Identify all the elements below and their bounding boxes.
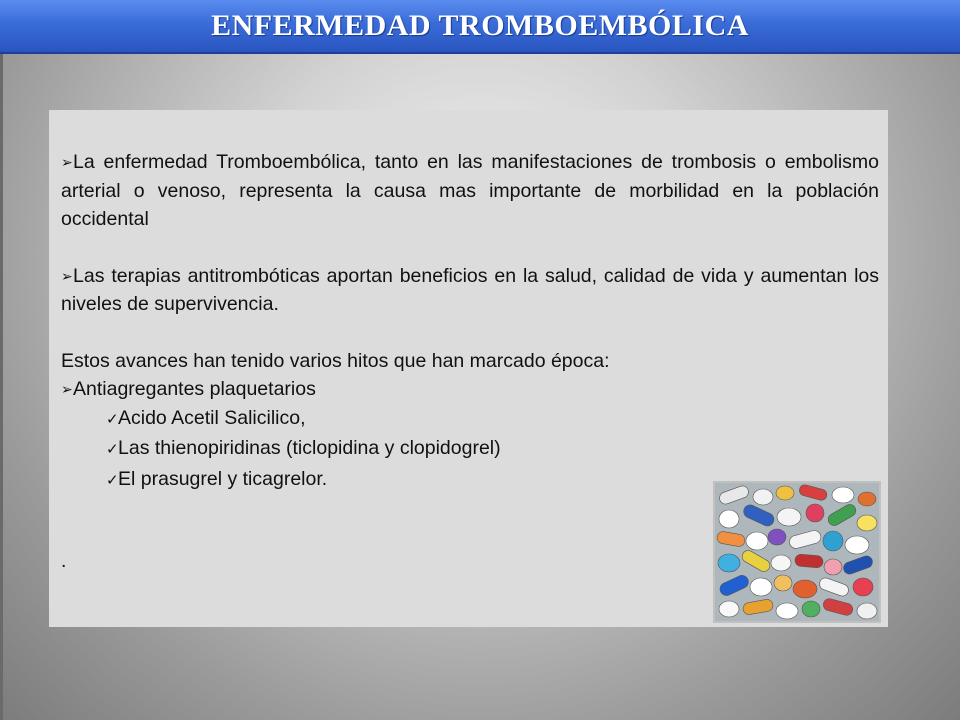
list-item	[61, 434, 879, 465]
paragraph-2-text: Las terapias antitrombóticas aportan beneficios en la salud, calidad de vida y aumentan los niveles de supervivencia.	[61, 264, 879, 315]
pills-image	[713, 481, 881, 623]
list-item	[61, 404, 879, 435]
checkmark-icon: ✓	[106, 471, 119, 489]
slide-title: ENFERMEDAD TROMBOEMBÓLICA	[211, 9, 749, 42]
frame-border	[0, 54, 3, 720]
checkmark-icon: ✓	[106, 410, 119, 428]
paragraph-1-text: La enfermedad Tromboembólica, tanto en las manifestaciones de trombosis o embolismo arterial o venoso, representa la causa mas importante de morbilidad en la población occidental	[61, 151, 879, 230]
text-block	[61, 148, 879, 495]
list-item-text: Acido Acetil Salicilico,	[118, 406, 306, 429]
group-heading	[61, 375, 879, 404]
intro-line: Estos avances han tenido varios hitos que han marcado época:	[61, 349, 610, 372]
paragraph-2	[61, 262, 879, 319]
checkmark-icon: ✓	[106, 441, 119, 458]
content-panel	[49, 110, 888, 627]
title-bar	[0, 0, 960, 54]
group-label: Antiagregantes plaquetarios	[73, 378, 316, 400]
paragraph-1	[61, 148, 879, 234]
list-item-text: Las thienopiridinas (ticlopidina y clopidogrel)	[118, 437, 501, 459]
list-item-text: El prasugrel y ticagrelor.	[118, 467, 328, 490]
arrow-bullet-icon: ➢	[61, 267, 73, 284]
arrow-bullet-icon: ➢	[61, 381, 73, 397]
arrow-bullet-icon: ➢	[61, 154, 73, 170]
trailing-dot: .	[61, 550, 67, 572]
pills-illustration	[715, 483, 879, 621]
